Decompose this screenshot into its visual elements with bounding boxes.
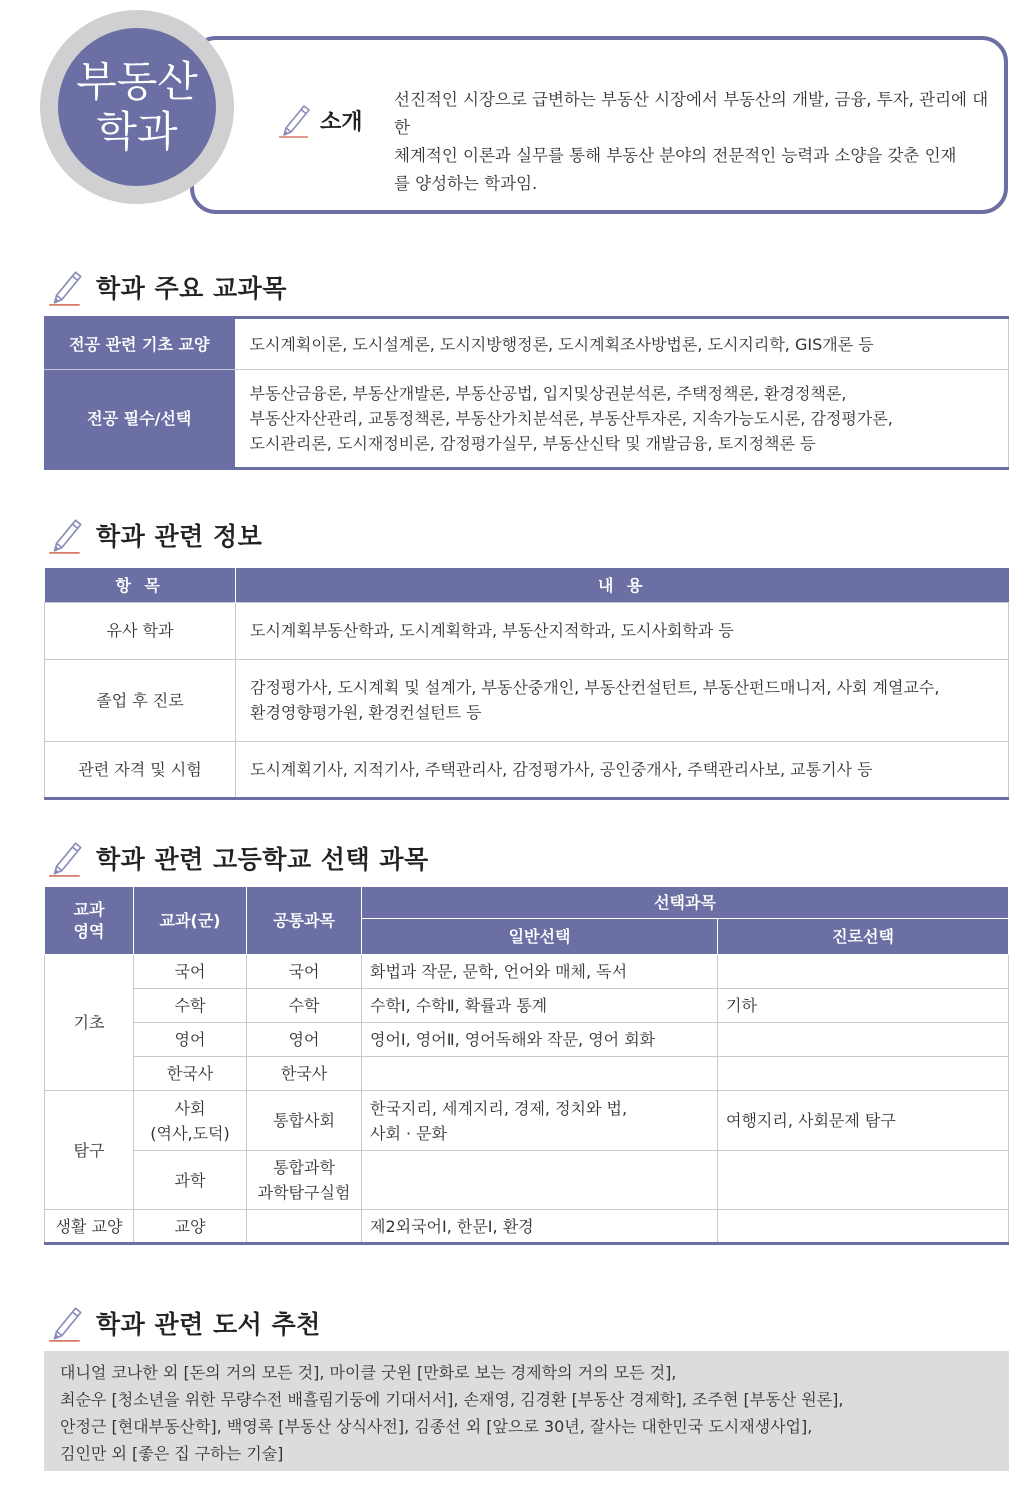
intro-line: 선진적인 시장으로 급변하는 부동산 시장에서 부동산의 개발, 금융, 투자, 관리에 대한 — [394, 90, 989, 137]
pencil-icon — [44, 266, 86, 308]
content-line: 도시관리론, 도시재정비론, 감정평가실무, 부동산신탁 및 개발금융, 토지정책론 등 — [249, 434, 816, 453]
content-line: 부동산자산관리, 교통정책론, 부동산가치분석론, 부동산투자론, 지속가능도시론, 감정평가론, — [249, 409, 893, 428]
table-row — [45, 1091, 1009, 1151]
header — [30, 10, 1014, 225]
intro-label-text: 소개 — [320, 109, 363, 135]
pencil-icon — [274, 100, 314, 140]
content-line: 도시계획부동산학과, 도시계획학과, 부동산지적학과, 도시사회학과 등 — [250, 621, 734, 640]
row-content — [236, 602, 1009, 659]
column-header-area — [45, 887, 134, 955]
pencil-icon — [44, 1302, 86, 1344]
content-line: 환경영향평가원, 환경컨설턴트 등 — [250, 703, 482, 722]
common-cell: 통합사회 — [247, 1091, 362, 1151]
table-row — [45, 1023, 1009, 1057]
group-cell: 과학 — [134, 1151, 247, 1210]
career-cell: 기하 — [718, 989, 1009, 1023]
area-cell: 생활 교양 — [45, 1210, 134, 1244]
department-name-line1: 부동산 — [76, 57, 198, 106]
general-cell: 수학Ⅰ, 수학Ⅱ, 확률과 통계 — [362, 989, 718, 1023]
section-title-books — [44, 1302, 321, 1344]
common-cell: 수학 — [247, 989, 362, 1023]
section-title-info — [44, 514, 262, 556]
career-cell — [718, 1151, 1009, 1210]
row-content — [235, 318, 1009, 370]
table-row — [45, 659, 1009, 741]
book-list — [44, 1351, 1009, 1471]
table-row — [45, 1151, 1009, 1210]
column-header-group: 교과(군) — [134, 887, 247, 955]
section-title-subjects — [44, 266, 287, 308]
intro-text — [394, 86, 994, 198]
intro-label — [274, 100, 363, 140]
header-line: 영역 — [73, 921, 105, 941]
content-line: 도시계획기사, 지적기사, 주택관리사, 감정평가사, 공인중개사, 주택관리사보, 교통기사 등 — [250, 759, 873, 779]
common-cell: 영어 — [247, 1023, 362, 1057]
area-cell: 탐구 — [45, 1091, 134, 1210]
general-cell: 영어Ⅰ, 영어Ⅱ, 영어독해와 작문, 영어 회화 — [362, 1023, 718, 1057]
group-cell — [134, 1091, 247, 1151]
career-cell — [718, 1210, 1009, 1244]
intro-line: 체계적인 이론과 실무를 통해 부동산 분야의 전문적인 능력과 소양을 갖춘 인재 — [394, 146, 957, 165]
book-line: 최순우 [청소년을 위한 무량수전 배흘림기둥에 기대서서], 손재영, 김경환 [부동산 경제학], 조주현 [부동산 원론], — [60, 1390, 844, 1409]
table-header-row — [45, 568, 1009, 602]
common-cell: 한국사 — [247, 1057, 362, 1091]
pencil-icon — [44, 837, 86, 879]
group-cell: 수학 — [134, 989, 247, 1023]
department-badge — [58, 28, 216, 186]
area-cell: 기초 — [45, 955, 134, 1091]
column-header-career: 진로선택 — [718, 919, 1009, 955]
group-cell: 한국사 — [134, 1057, 247, 1091]
info-table — [44, 568, 1009, 800]
row-label: 관련 자격 및 시험 — [45, 741, 236, 798]
cell-line: 사회 — [174, 1098, 206, 1118]
table-row — [45, 602, 1009, 659]
general-cell: 화법과 작문, 문학, 언어와 매체, 독서 — [362, 955, 718, 989]
general-cell — [362, 1091, 718, 1151]
career-cell — [718, 955, 1009, 989]
pencil-icon — [44, 514, 86, 556]
group-cell: 영어 — [134, 1023, 247, 1057]
column-header-general: 일반선택 — [362, 919, 718, 955]
section-title-text: 학과 주요 교과목 — [96, 274, 287, 303]
table-row — [44, 370, 1009, 469]
content-line: 도시계획이론, 도시설계론, 도시지방행정론, 도시계획조사방법론, 도시지리학, GIS개론 등 — [249, 334, 874, 354]
subjects-table — [44, 316, 1009, 470]
content-line: 감정평가사, 도시계획 및 설계가, 부동산중개인, 부동산컨설턴트, 부동산펀드매니저, 사회 계열교수, — [250, 678, 940, 697]
group-cell: 국어 — [134, 955, 247, 989]
section-title-highschool — [44, 837, 429, 879]
intro-line: 를 양성하는 학과임. — [394, 174, 538, 193]
row-content — [236, 659, 1009, 741]
section-title-text: 학과 관련 고등학교 선택 과목 — [96, 845, 429, 874]
common-cell — [247, 1151, 362, 1210]
general-cell: 제2외국어Ⅰ, 한문Ⅰ, 환경 — [362, 1210, 718, 1244]
row-content — [236, 741, 1009, 798]
group-cell: 교양 — [134, 1210, 247, 1244]
table-row — [45, 955, 1009, 989]
row-label: 전공 관련 기초 교양 — [44, 318, 235, 370]
cell-line: 과학탐구실험 — [257, 1183, 351, 1202]
highschool-table — [44, 886, 1009, 1245]
cell-line: (역사,도덕) — [150, 1123, 230, 1143]
section-title-text: 학과 관련 정보 — [96, 522, 263, 551]
common-cell: 국어 — [247, 955, 362, 989]
column-header-content: 내 용 — [236, 568, 1009, 602]
row-label: 유사 학과 — [45, 602, 236, 659]
career-cell — [718, 1057, 1009, 1091]
general-cell — [362, 1151, 718, 1210]
row-label: 전공 필수/선택 — [44, 370, 235, 469]
book-line: 김인만 외 [좋은 집 구하는 기술] — [60, 1444, 284, 1463]
table-header-row — [45, 887, 1009, 919]
book-line: 대니얼 코나한 외 [돈의 거의 모든 것], 마이클 굿윈 [만화로 보는 경제학의 거의 모든 것], — [60, 1363, 677, 1382]
table-row — [44, 318, 1009, 370]
column-header-item: 항 목 — [45, 568, 236, 602]
cell-line: 통합과학 — [273, 1158, 335, 1177]
table-row — [45, 1210, 1009, 1244]
cell-line: 한국지리, 세계지리, 경제, 정치와 법, — [370, 1098, 628, 1118]
row-label: 졸업 후 진로 — [45, 659, 236, 741]
table-row — [45, 989, 1009, 1023]
column-header-elective: 선택과목 — [362, 887, 1009, 919]
row-content — [235, 370, 1009, 469]
cell-line: 사회 · 문화 — [370, 1123, 448, 1143]
header-line: 교과 — [73, 899, 105, 919]
table-row — [45, 1057, 1009, 1091]
book-line: 안정근 [현대부동산학], 백영록 [부동산 상식사전], 김종선 외 [앞으로 30년, 잘사는 대한민국 도시재생사업], — [60, 1417, 813, 1436]
career-cell — [718, 1023, 1009, 1057]
table-row — [45, 741, 1009, 798]
section-title-text: 학과 관련 도서 추천 — [96, 1310, 321, 1339]
common-cell — [247, 1210, 362, 1244]
content-line: 부동산금융론, 부동산개발론, 부동산공법, 입지및상권분석론, 주택정책론, 환경정책론, — [249, 384, 847, 403]
column-header-common: 공통과목 — [247, 887, 362, 955]
career-cell: 여행지리, 사회문제 탐구 — [718, 1091, 1009, 1151]
department-name-line2: 학과 — [96, 107, 178, 156]
general-cell — [362, 1057, 718, 1091]
